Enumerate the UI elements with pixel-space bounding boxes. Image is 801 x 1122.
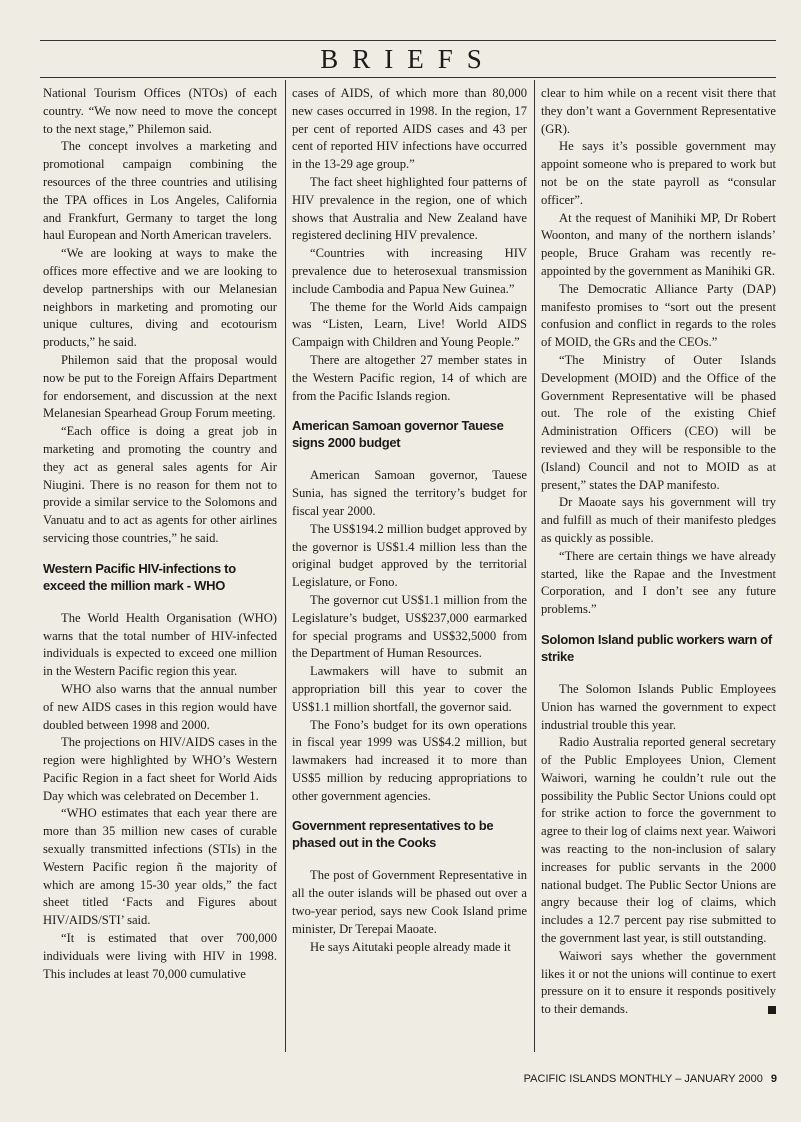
paragraph: Lawmakers will have to submit an appropriation bill this year to cover the US$1.1 million shortfall, the governor said. — [292, 664, 527, 714]
paragraph: The fact sheet highlighted four patterns of HIV prevalence in the region, one of which shows that Australia and New Zealand have registered declining HIV prevalence. — [292, 174, 527, 243]
paragraph: At the request of Manihiki MP, Dr Robert Woonton, and many of the northern islands’ people, Bruce Graham was recently re-appointed by the government as Manihiki GR. — [541, 210, 776, 278]
paragraph: The Fono’s budget for its own operations in fiscal year 1999 was US$4.2 million, but lawmakers had increased it to more than US$5 million by reducing appropriations to other government agencies. — [292, 717, 527, 803]
paragraph: WHO also warns that the annual number of new AIDS cases in this region would have doubled between 1998 and 2000. — [43, 681, 277, 732]
section-title: BRIEFS — [320, 44, 496, 74]
paragraph: He says Aitutaki people already made it — [310, 939, 511, 954]
paragraph: “There are certain things we have already started, like the Rapae and the Investment Corporation, and I don’t see any future problems.” — [541, 548, 776, 617]
paragraph: There are altogether 27 member states in the Western Pacific region, 14 of which are from the Pacific Islands region. — [292, 352, 527, 403]
paragraph: He says it’s possible government may appoint someone who is prepared to work but not be on the state payroll as “consular officer”. — [541, 139, 776, 207]
page-footer — [524, 1073, 777, 1085]
paragraph: The theme for the World Aids campaign was “Listen, Learn, Live! World AIDS Campaign with Children and Young People.” — [292, 299, 527, 350]
column-divider-2 — [534, 80, 535, 1052]
header-top-rule — [40, 40, 776, 41]
paragraph-text: Waiwori says whether the government likes it or not the unions will continue to exert pressure on it to ensure it responds positively to their demands. — [541, 948, 776, 1017]
article-headline: Solomon Island public workers warn of strike — [541, 631, 772, 664]
paragraph: The World Health Organisation (WHO) warns that the total number of HIV-infected individuals is expected to exceed one million in the Western Pacific region this year. — [43, 610, 277, 679]
publication-info: PACIFIC ISLANDS MONTHLY – JANUARY 2000 — [523, 1073, 763, 1085]
page-number: 9 — [770, 1073, 777, 1085]
paragraph: American Samoan governor, Tauese Sunia, has signed the territory’s budget for fiscal year 2000. — [292, 468, 527, 518]
paragraph: The US$194.2 million budget approved by the governor is US$1.4 million less than the original budget approved by the territorial Legislature, or Fono. — [292, 521, 527, 590]
paragraph: The governor cut US$1.1 million from the Legislature’s budget, US$237,000 earmarked for special programs and US$32,5000 from the Department of Human Resources. — [292, 592, 527, 661]
paragraph: “Each office is doing a great job in marketing and promoting the country and they act as general sales agents for Air Niugini. There is no reason for them not to provide a similar service to the Solomons and Vanuatu and to act as agents for other airlines servicing those countries,” he said. — [43, 424, 277, 545]
paragraph-final — [541, 948, 776, 1019]
paragraph: Philemon said that the proposal would now be put to the Foreign Affairs Department for endorsement, and discussion at the next Melanesian Spearhead Group Forum meeting. — [43, 352, 277, 421]
end-of-article-icon — [768, 1006, 776, 1014]
paragraph: The concept involves a marketing and promotional campaign combining the resources of the three countries and utilising the TPA offices in Los Angeles, California and Frankfurt, Germany to target the long haul European and North American travelers. — [43, 139, 277, 243]
article-headline: Western Pacific HIV-infections to exceed the million mark - WHO — [43, 560, 236, 593]
paragraph: The post of Government Representative in all the outer islands will be phased out over a two-year period, says new Cook Island prime minister, Dr Terepai Maoate. — [292, 868, 527, 936]
paragraph: clear to him while on a recent visit there that they don’t want a Government Representative (GR). — [541, 86, 776, 136]
paragraph: “The Ministry of Outer Islands Development (MOID) and the Office of the Government Representative will be phased out. The role of the existing Chief Administration Officers (CEO) will be reviewed and they will be responsible to the (Island) Council and not to MOID as at present,” states the DAP manifesto. — [541, 352, 776, 492]
paragraph: The Democratic Alliance Party (DAP) manifesto promises to “sort out the present confusion and conflict in regards to the roles of MOID, the GRs and the CEOs.” — [541, 281, 776, 350]
paragraph: “Countries with increasing HIV prevalence due to heterosexual transmission include Cambodia and Papua New Guinea.” — [292, 246, 527, 296]
article-headline: Government representatives to be phased out in the Cooks — [292, 818, 494, 851]
column-1 — [43, 85, 277, 983]
paragraph: The projections on HIV/AIDS cases in the region were highlighted by WHO’s Western Pacific Region in a fact sheet for World Aids Day which was celebrated on December 1. — [43, 735, 277, 803]
header-bottom-rule — [40, 77, 776, 78]
column-2 — [292, 85, 527, 956]
paragraph: Radio Australia reported general secretary of the Public Employees Union, Clement Waiwori, warning he couldn’t rule out the possibility the Public Sector Unions could opt for strike action to force the government to agree to their log of claims next year. Waiwori was reacting to the non-inclusion of salary increases for public servants in the 2000 national budget. The Public Sector Unions are angry because their log of claims, which includes a 12.7 percent pay rise submitted to the government last year, is still outstanding. — [541, 735, 776, 946]
column-3 — [541, 85, 776, 1019]
article-headline: American Samoan governor Tauese signs 2000 budget — [292, 418, 504, 451]
paragraph: “We are looking at ways to make the offices more effective and we are looking to develop partnerships with our Melanesian neighbors in marketing and promoting our unique cultures, diving and ecotourism products,” he said. — [43, 246, 277, 350]
paragraph: “It is estimated that over 700,000 individuals were living with HIV in 1998. This includes at least 70,000 cumulative — [43, 931, 277, 981]
paragraph: “WHO estimates that each year there are more than 35 million new cases of curable sexually transmitted infections (STIs) in the Western Pacific region ñ the majority of which are among 15-30 year olds,” the fact sheet titled ‘Facts and Figures about HIV/AIDS/STI’ said. — [43, 806, 277, 928]
paragraph: cases of AIDS, of which more than 80,000 new cases occurred in 1998. In the region, 17 per cent of reported AIDS cases and 43 per cent of reported HIV infections have occurred in the 13-29 age group.” — [292, 86, 527, 172]
paragraph: National Tourism Offices (NTOs) of each country. “We now need to move the concept to the next stage,” Philemon said. — [43, 86, 277, 136]
paragraph: The Solomon Islands Public Employees Union has warned the government to expect industrial trouble this year. — [541, 681, 776, 732]
paragraph: Dr Maoate says his government will try and fulfill as much of their manifesto pledges as quickly as possible. — [541, 495, 776, 545]
column-divider-1 — [285, 80, 286, 1052]
